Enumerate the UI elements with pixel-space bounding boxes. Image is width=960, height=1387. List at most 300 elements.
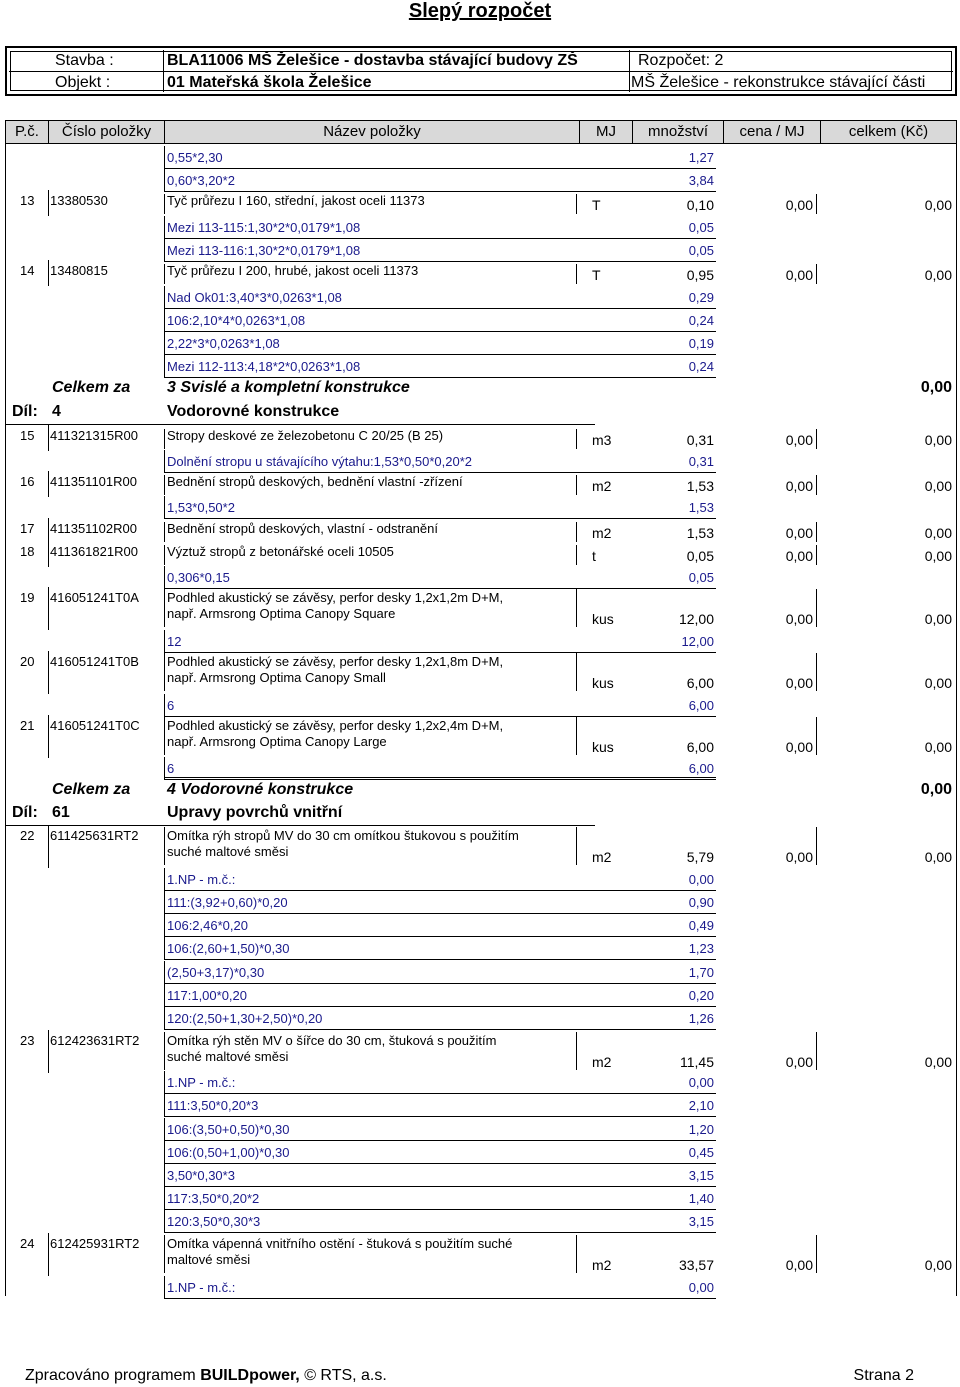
col-header-cislo: Číslo položky <box>61 123 152 140</box>
detail-quantity: 0,19 <box>688 336 714 351</box>
item-mj-rule <box>576 717 577 755</box>
detail-row <box>0 1118 960 1141</box>
section-total-value: 0,00 <box>920 781 952 798</box>
detail-left-rule <box>164 937 165 960</box>
table-row <box>0 1233 960 1276</box>
detail-formula: 1,53*0,50*2 <box>167 500 235 515</box>
item-number: 13 <box>20 193 35 208</box>
item-number: 15 <box>20 428 35 443</box>
item-name-continued: maltové směsi <box>167 1252 251 1267</box>
detail-quantity: 1,26 <box>688 1011 714 1026</box>
item-unit: m2 <box>592 1054 612 1070</box>
objekt-value: 01 Mateřská škola Želešice <box>167 74 372 91</box>
section-total-label: Celkem za <box>52 781 131 798</box>
detail-row <box>0 630 960 653</box>
section-total-name: 3 Svislé a kompletní konstrukce <box>167 379 410 396</box>
detail-formula: 1.NP - m.č.: <box>167 1075 236 1090</box>
item-quantity: 0,31 <box>686 432 714 448</box>
table-row <box>0 260 960 286</box>
detail-formula: 106:(2,60+1,50)*0,30 <box>167 941 290 956</box>
detail-row <box>0 332 960 355</box>
detail-underline <box>164 959 716 960</box>
item-name: Stropy deskové ze železobetonu C 20/25 (B 25) <box>167 428 444 443</box>
item-name-rule <box>164 522 165 542</box>
item-total: 0,00 <box>924 675 952 691</box>
detail-row <box>0 1187 960 1210</box>
detail-left-rule <box>164 1276 165 1299</box>
item-total: 0,00 <box>924 525 952 541</box>
item-name: Omítka rýh stěn MV o šířce do 30 cm, štuková s použitím <box>167 1033 497 1048</box>
item-name-rule <box>164 545 165 565</box>
objekt-label: Objekt : <box>55 74 111 91</box>
detail-left-rule <box>164 355 165 378</box>
item-number: 21 <box>20 718 35 733</box>
section-name: Upravy povrchů vnitřní <box>167 804 343 821</box>
item-code: 411361821R00 <box>50 544 138 559</box>
detail-left-rule <box>164 868 165 891</box>
item-name-continued: např. Armsrong Optima Canopy Square <box>167 606 396 621</box>
detail-quantity: 0,31 <box>688 454 714 469</box>
item-unit: m2 <box>592 849 612 865</box>
item-total: 0,00 <box>924 267 952 283</box>
detail-quantity: 0,05 <box>688 243 714 258</box>
item-total-rule <box>816 475 817 495</box>
objekt-description: MŠ Želešice - rekonstrukce stávající části <box>631 74 926 91</box>
detail-left-rule <box>164 169 165 192</box>
item-code-column-rule <box>48 541 49 567</box>
item-code-column-rule <box>48 260 49 286</box>
header-row-divider <box>9 71 953 72</box>
detail-row <box>0 239 960 262</box>
detail-left-rule <box>164 332 165 355</box>
item-name: Tyč průřezu I 200, hrubé, jakost oceli 11373 <box>167 263 419 278</box>
detail-formula: Nad Ok01:3,40*3*0,0263*1,08 <box>167 290 342 305</box>
detail-formula: 117:1,00*0,20 <box>167 988 247 1003</box>
col-header-celkem: celkem (Kč) <box>848 123 929 140</box>
detail-quantity: 0,49 <box>688 918 714 933</box>
detail-left-rule <box>164 216 165 239</box>
detail-left-rule <box>164 984 165 1007</box>
detail-formula: 6 <box>167 761 175 776</box>
item-code-column-rule <box>48 825 49 868</box>
detail-formula: 106:2,46*0,20 <box>167 918 248 933</box>
table-row <box>0 651 960 694</box>
item-unit-price: 0,00 <box>785 548 813 564</box>
detail-formula: 3,50*0,30*3 <box>167 1168 235 1183</box>
item-quantity: 1,53 <box>686 525 714 541</box>
detail-left-rule <box>164 1071 165 1094</box>
item-mj-rule <box>576 545 577 565</box>
footer-prefix: Zpracováno programem <box>25 1367 201 1384</box>
item-code-column-rule <box>48 190 49 216</box>
rozpocet-label: Rozpočet: 2 <box>638 52 724 69</box>
section-number: 61 <box>52 804 70 821</box>
table-row <box>0 587 960 630</box>
col-header-cena: cena / MJ <box>739 123 805 140</box>
item-code: 416051241T0A <box>50 590 139 605</box>
col-header-mnozstvi: množství <box>647 123 708 140</box>
item-number: 14 <box>20 263 35 278</box>
item-code: 416051241T0C <box>50 718 140 733</box>
item-name: Tyč průřezu I 160, střední, jakost oceli 11373 <box>167 193 425 208</box>
item-number: 16 <box>20 474 35 489</box>
item-name-rule <box>164 589 165 627</box>
detail-quantity: 0,05 <box>688 220 714 235</box>
item-name-continued: suché maltové směsi <box>167 844 289 859</box>
item-name: Bednění stropů deskových, bednění vlastní -zřízení <box>167 474 463 489</box>
detail-left-rule <box>164 566 165 589</box>
detail-row <box>0 1007 960 1030</box>
item-name-rule <box>164 717 165 755</box>
item-total: 0,00 <box>924 1054 952 1070</box>
item-unit: T <box>592 267 601 283</box>
detail-formula: 111:3,50*0,20*3 <box>167 1098 259 1113</box>
detail-formula: (2,50+3,17)*0,30 <box>167 965 265 980</box>
item-name: Omítka rýh stropů MV do 30 cm omítkou štukovou s použitím <box>167 828 519 843</box>
item-name: Podhled akustický se závěsy, perfor desky 1,2x1,2m D+M, <box>167 590 504 605</box>
item-code-column-rule <box>48 651 49 694</box>
item-name: Omítka vápenná vnitřního ostění - štuková s použitím suché <box>167 1236 513 1251</box>
item-unit: kus <box>592 611 614 627</box>
detail-left-rule <box>164 496 165 519</box>
item-unit: kus <box>592 739 614 755</box>
table-row <box>0 190 960 216</box>
detail-row <box>0 891 960 914</box>
item-name-rule <box>164 429 165 449</box>
item-total: 0,00 <box>924 432 952 448</box>
detail-row <box>0 1164 960 1187</box>
detail-quantity: 0,24 <box>688 313 714 328</box>
item-unit-price: 0,00 <box>785 1054 813 1070</box>
item-name-rule <box>164 653 165 691</box>
detail-quantity: 1,40 <box>688 1191 714 1206</box>
item-quantity: 0,95 <box>686 267 714 283</box>
detail-row <box>0 694 960 717</box>
table-row <box>0 425 960 451</box>
detail-formula: 12 <box>167 634 182 649</box>
col-header-pc: P.č. <box>15 123 39 140</box>
item-quantity: 33,57 <box>678 1257 714 1273</box>
detail-formula: 0,55*2,30 <box>167 150 223 165</box>
item-total-rule <box>816 264 817 284</box>
item-unit-price: 0,00 <box>785 432 813 448</box>
detail-left-rule <box>164 1164 165 1187</box>
item-number: 24 <box>20 1236 35 1251</box>
detail-row <box>0 961 960 984</box>
detail-quantity: 0,00 <box>688 872 714 887</box>
item-number: 18 <box>20 544 35 559</box>
item-total-rule <box>816 589 817 627</box>
table-row <box>0 541 960 567</box>
detail-underline <box>164 1116 716 1117</box>
item-quantity: 0,10 <box>686 197 714 213</box>
detail-row <box>0 984 960 1007</box>
detail-underline <box>164 1298 716 1299</box>
table-row <box>0 715 960 758</box>
item-unit-price: 0,00 <box>785 525 813 541</box>
section-total-label: Celkem za <box>52 379 131 396</box>
detail-formula: Mezi 113-115:1,30*2*0,0179*1,08 <box>167 220 361 235</box>
item-mj-rule <box>576 589 577 627</box>
section-label: Díl: <box>12 804 38 821</box>
item-name: Výztuž stropů z betonářské oceli 10505 <box>167 544 394 559</box>
detail-quantity: 0,00 <box>688 1280 714 1295</box>
item-unit-price: 0,00 <box>785 478 813 494</box>
section-total-value: 0,00 <box>920 379 952 396</box>
detail-quantity: 0,00 <box>688 1075 714 1090</box>
detail-left-rule <box>164 1118 165 1141</box>
item-mj-rule <box>576 264 577 284</box>
item-total-rule <box>816 429 817 449</box>
detail-quantity: 3,84 <box>688 173 714 188</box>
col-header-nazev: Název položky <box>323 123 421 140</box>
item-total: 0,00 <box>924 197 952 213</box>
detail-row <box>0 937 960 960</box>
stavba-label: Stavba : <box>55 52 114 69</box>
item-unit-price: 0,00 <box>785 849 813 865</box>
item-total: 0,00 <box>924 548 952 564</box>
detail-quantity: 3,15 <box>688 1214 714 1229</box>
detail-quantity: 3,15 <box>688 1168 714 1183</box>
item-name-rule <box>164 475 165 495</box>
item-unit: T <box>592 197 601 213</box>
detail-formula: 106:(0,50+1,00)*0,30 <box>167 1145 290 1160</box>
detail-formula: 1.NP - m.č.: <box>167 872 236 887</box>
table-row <box>0 1030 960 1073</box>
detail-row <box>0 496 960 519</box>
detail-left-rule <box>164 891 165 914</box>
detail-quantity: 6,00 <box>688 698 714 713</box>
detail-left-rule <box>164 239 165 262</box>
item-mj-rule <box>576 653 577 691</box>
detail-row <box>0 1071 960 1094</box>
item-mj-rule <box>576 522 577 542</box>
section-total-row <box>0 779 960 803</box>
detail-formula: 2,22*3*0,0263*1,08 <box>167 336 280 351</box>
item-total: 0,00 <box>924 1257 952 1273</box>
item-unit: m2 <box>592 1257 612 1273</box>
footer-credit <box>25 1367 387 1385</box>
item-total-rule <box>816 194 817 214</box>
item-code: 411351101R00 <box>50 474 137 489</box>
item-unit: m3 <box>592 432 612 448</box>
item-mj-rule <box>576 1235 577 1273</box>
item-number: 23 <box>20 1033 35 1048</box>
item-total-rule <box>816 1032 817 1070</box>
detail-quantity: 2,10 <box>688 1098 714 1113</box>
item-quantity: 5,79 <box>686 849 714 865</box>
item-code: 13480815 <box>50 263 108 278</box>
footer-program: BUILDpower, <box>200 1367 300 1384</box>
item-unit: m2 <box>592 525 612 541</box>
item-unit-price: 0,00 <box>785 1257 813 1273</box>
item-name-rule <box>164 264 165 284</box>
detail-formula: 117:3,50*0,20*2 <box>167 1191 260 1206</box>
item-quantity: 11,45 <box>680 1054 714 1070</box>
detail-formula: Dolnění stropu u stávajícího výtahu:1,53*0,50*0,20*2 <box>167 454 472 469</box>
item-unit: t <box>592 548 596 564</box>
item-number: 19 <box>20 590 35 605</box>
item-total-rule <box>816 545 817 565</box>
footer-company: © RTS, a.s. <box>299 1367 387 1384</box>
detail-left-rule <box>164 309 165 332</box>
item-code: 13380530 <box>50 193 108 208</box>
detail-left-rule <box>164 694 165 717</box>
item-name: Podhled akustický se závěsy, perfor desky 1,2x2,4m D+M, <box>167 718 504 733</box>
item-code: 612423631RT2 <box>50 1033 140 1048</box>
item-total: 0,00 <box>924 739 952 755</box>
item-unit: kus <box>592 675 614 691</box>
item-code-column-rule <box>48 1030 49 1073</box>
table-row <box>0 471 960 497</box>
item-unit-price: 0,00 <box>785 197 813 213</box>
section-total-name: 4 Vodorovné konstrukce <box>167 781 354 798</box>
item-name-continued: suché maltové směsi <box>167 1049 289 1064</box>
detail-quantity: 0,05 <box>688 570 714 585</box>
detail-row <box>0 286 960 309</box>
footer-page-number: Strana 2 <box>853 1367 914 1384</box>
detail-left-rule <box>164 1141 165 1164</box>
item-quantity: 0,05 <box>686 548 714 564</box>
section-label: Díl: <box>12 403 38 420</box>
detail-formula: 1.NP - m.č.: <box>167 1280 236 1295</box>
col-header-mj: MJ <box>596 123 616 140</box>
detail-row <box>0 169 960 192</box>
item-mj-rule <box>576 475 577 495</box>
item-code-column-rule <box>48 471 49 497</box>
item-name: Podhled akustický se závěsy, perfor desky 1,2x1,8m D+M, <box>167 654 504 669</box>
detail-left-rule <box>164 961 165 984</box>
detail-quantity: 0,20 <box>688 988 714 1003</box>
item-total: 0,00 <box>924 849 952 865</box>
detail-left-rule <box>164 630 165 653</box>
item-code-column-rule <box>48 1233 49 1276</box>
detail-quantity: 1,23 <box>688 941 714 956</box>
item-total-rule <box>816 827 817 865</box>
detail-row <box>0 1094 960 1117</box>
page-title: Slepý rozpočet <box>408 0 552 22</box>
detail-row <box>0 309 960 332</box>
item-quantity: 1,53 <box>686 478 714 494</box>
detail-row <box>0 1141 960 1164</box>
section-name: Vodorovné konstrukce <box>167 403 340 420</box>
item-number: 20 <box>20 654 35 669</box>
detail-formula: 0,306*0,15 <box>167 570 230 585</box>
detail-row <box>0 868 960 891</box>
item-total: 0,00 <box>924 478 952 494</box>
item-name-rule <box>164 827 165 865</box>
table-header <box>5 120 957 144</box>
detail-left-rule <box>164 286 165 309</box>
item-name-continued: např. Armsrong Optima Canopy Small <box>167 670 386 685</box>
detail-row <box>0 566 960 589</box>
detail-formula: Mezi 113-116:1,30*2*0,0179*1,08 <box>167 243 361 258</box>
detail-formula: 120:(2,50+1,30+2,50)*0,20 <box>167 1011 323 1026</box>
detail-row <box>0 450 960 473</box>
item-total-rule <box>816 522 817 542</box>
item-mj-rule <box>576 1032 577 1070</box>
detail-formula: 0,60*3,20*2 <box>167 173 235 188</box>
detail-formula: Mezi 112-113:4,18*2*0,0263*1,08 <box>167 359 361 374</box>
item-name-rule <box>164 1032 165 1070</box>
item-code: 416051241T0B <box>50 654 139 669</box>
item-unit-price: 0,00 <box>785 739 813 755</box>
section-number: 4 <box>52 403 61 420</box>
detail-left-rule <box>164 1007 165 1030</box>
section-total-top-rule <box>164 777 716 778</box>
item-code: 611425631RT2 <box>50 828 139 843</box>
item-total: 0,00 <box>924 611 952 627</box>
item-mj-rule <box>576 194 577 214</box>
detail-formula: 106:(3,50+0,50)*0,30 <box>167 1122 290 1137</box>
item-unit-price: 0,00 <box>785 611 813 627</box>
item-quantity: 12,00 <box>678 611 714 627</box>
detail-quantity: 0,29 <box>688 290 714 305</box>
item-mj-rule <box>576 827 577 865</box>
section-header-row <box>0 401 960 425</box>
detail-left-rule <box>164 914 165 937</box>
detail-left-rule <box>164 1094 165 1117</box>
table-row <box>0 825 960 868</box>
item-unit-price: 0,00 <box>785 675 813 691</box>
detail-quantity: 1,70 <box>688 965 714 980</box>
detail-quantity: 6,00 <box>688 761 714 776</box>
section-header-row <box>0 802 960 826</box>
item-code-column-rule <box>48 587 49 630</box>
item-number: 22 <box>20 828 35 843</box>
detail-formula: 111:(3,92+0,60)*0,20 <box>167 895 288 910</box>
detail-left-rule <box>164 146 165 169</box>
item-unit: m2 <box>592 478 612 494</box>
detail-row <box>0 146 960 169</box>
stavba-value: BLA11006 MŠ Želešice - dostavba stávající budovy ZŠ <box>167 52 578 69</box>
detail-row <box>0 355 960 378</box>
detail-row <box>0 1276 960 1299</box>
item-unit-price: 0,00 <box>785 267 813 283</box>
detail-quantity: 1,53 <box>688 500 714 515</box>
detail-formula: 6 <box>167 698 175 713</box>
detail-quantity: 12,00 <box>681 634 714 649</box>
item-code: 411321315R00 <box>50 428 138 443</box>
detail-quantity: 0,24 <box>688 359 714 374</box>
item-total-rule <box>816 717 817 755</box>
item-number: 17 <box>20 521 35 536</box>
detail-row <box>0 216 960 239</box>
detail-quantity: 0,45 <box>688 1145 714 1160</box>
detail-left-rule <box>164 1210 165 1233</box>
item-name-rule <box>164 1235 165 1273</box>
item-name-continued: např. Armsrong Optima Canopy Large <box>167 734 387 749</box>
section-total-row <box>0 377 960 401</box>
detail-quantity: 1,20 <box>688 1122 714 1137</box>
detail-row <box>0 914 960 937</box>
item-code: 612425931RT2 <box>50 1236 140 1251</box>
item-quantity: 6,00 <box>686 739 714 755</box>
item-total-rule <box>816 653 817 691</box>
item-total-rule <box>816 1235 817 1273</box>
detail-left-rule <box>164 450 165 473</box>
detail-quantity: 0,90 <box>688 895 714 910</box>
detail-formula: 106:2,10*4*0,0263*1,08 <box>167 313 306 328</box>
detail-formula: 120:3,50*0,30*3 <box>167 1214 261 1229</box>
item-code-column-rule <box>48 715 49 758</box>
item-quantity: 6,00 <box>686 675 714 691</box>
detail-left-rule <box>164 1187 165 1210</box>
item-code: 411351102R00 <box>50 521 137 536</box>
item-code-column-rule <box>48 425 49 451</box>
detail-row <box>0 1210 960 1233</box>
detail-quantity: 1,27 <box>688 150 714 165</box>
